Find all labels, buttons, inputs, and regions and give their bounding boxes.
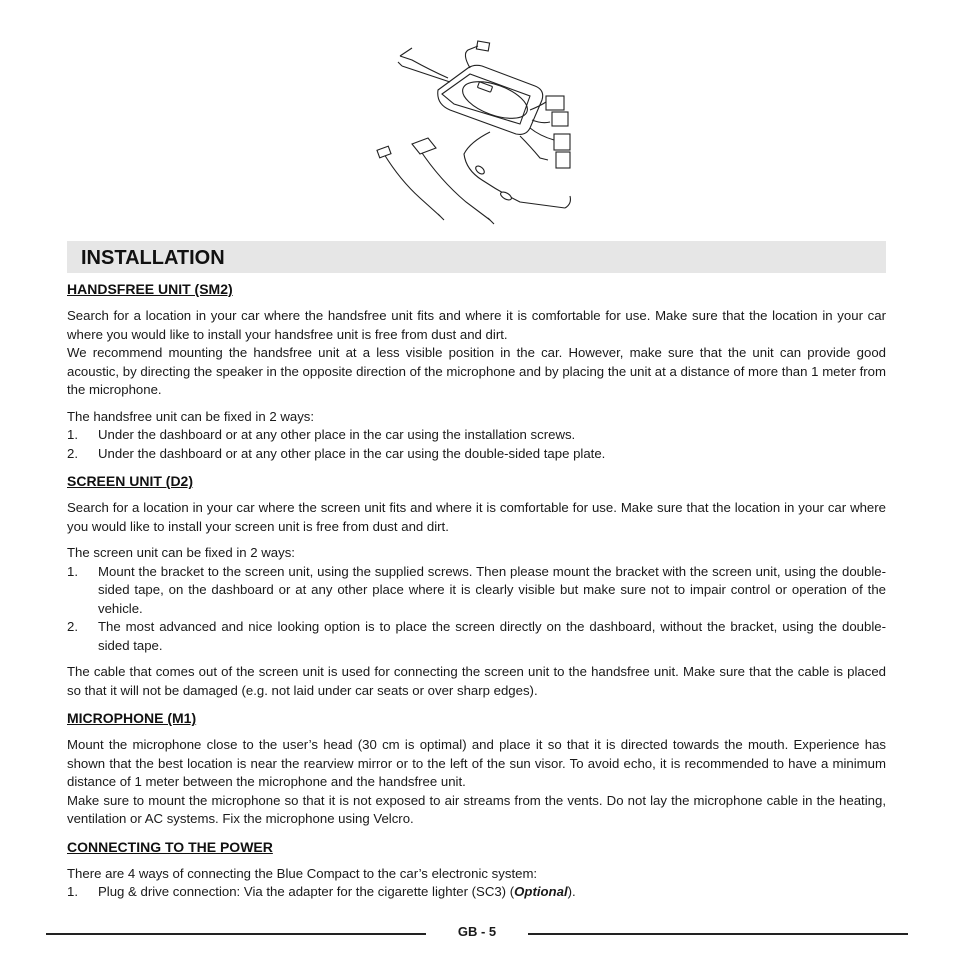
- section-title: INSTALLATION: [81, 247, 225, 269]
- handsfree-intro: The handsfree unit can be fixed in 2 ways:: [67, 408, 315, 424]
- handsfree-heading: HANDSFREE UNIT (SM2): [67, 281, 233, 297]
- document-content: [67, 281, 886, 902]
- list-item: 2. Under the dashboard or at any other place in the car using the double-sided tape plate.: [67, 445, 606, 461]
- power-heading: CONNECTING TO THE POWER: [67, 838, 273, 855]
- screen-paragraph-1: Search for a location in your car where the screen unit fits and where it is comfortable for use. Make sure that the location in your car where you would like to install your screen unit is free from dust and dirt.: [67, 500, 886, 534]
- section-header-bar: [67, 241, 886, 273]
- microphone-heading: MICROPHONE (M1): [67, 710, 197, 726]
- list-item: 1. Mount the bracket to the screen unit, using the supplied screws. Then please mount the bracket with the screen unit, using the double-sided tape, on the dashboard or at any other place where it is clearly visible but make sure not to impair control or operation of the vehicle.: [67, 563, 886, 616]
- list-item: 2. The most advanced and nice looking option is to place the screen directly on the dashboard, without the bracket, using the double-sided tape.: [67, 619, 886, 653]
- power-list: [67, 883, 886, 902]
- screen-heading: SCREEN UNIT (D2): [67, 473, 194, 489]
- screen-paragraph-2: The cable that comes out of the screen unit is used for connecting the screen unit to the handsfree unit. Make sure that the cable is placed so that it will not be damaged (e.g. not laid under car seats or over sharp edges).: [67, 664, 886, 698]
- microphone-paragraph-2: Make sure to mount the microphone so that it is not exposed to air streams from the vents. Do not lay the microphone cable in the heating, ventilation or AC systems. Fix the microphone using Velcro.: [67, 792, 886, 826]
- screen-intro: The screen unit can be fixed in 2 ways:: [67, 545, 295, 560]
- product-kit-illustration: [370, 40, 580, 225]
- list-item: 1. Plug & drive connection: Via the adapter for the cigarette lighter (SC3) (Optional).: [67, 884, 576, 899]
- optional-label: Optional: [514, 884, 568, 899]
- power-intro: There are 4 ways of connecting the Blue Compact to the car’s electronic system:: [67, 865, 538, 881]
- list-item: 1. Under the dashboard or at any other place in the car using the installation screws.: [67, 427, 576, 442]
- page-number: GB - 5: [457, 924, 497, 939]
- microphone-paragraph-1: Mount the microphone close to the user’s head (30 cm is optimal) and place it so that it is directed towards the mouth. Experience has shown that the best location is near the rearview mirror or to the left of the sun visor. To avoid echo, it is recommended to have a minimum distance of 1 meter between the microphone and the handsfree unit.: [67, 737, 886, 789]
- footer-rule-left: [46, 933, 426, 935]
- handsfree-paragraph-1: Search for a location in your car where the handsfree unit fits and where it is comfortable for use. Make sure that the location in your car where you would like to install your handsfree unit is free from dust and dirt.: [67, 308, 886, 342]
- handsfree-list: [67, 426, 886, 463]
- handsfree-paragraph-2: We recommend mounting the handsfree unit at a less visible position in the car. However, make sure that the unit can provide good acoustic, by directing the speaker in the opposite direction of the microphone and by placing the unit at a distance of more than 1 meter from the microphone.: [67, 345, 886, 397]
- footer-rule-right: [528, 933, 908, 935]
- screen-list: [67, 563, 886, 656]
